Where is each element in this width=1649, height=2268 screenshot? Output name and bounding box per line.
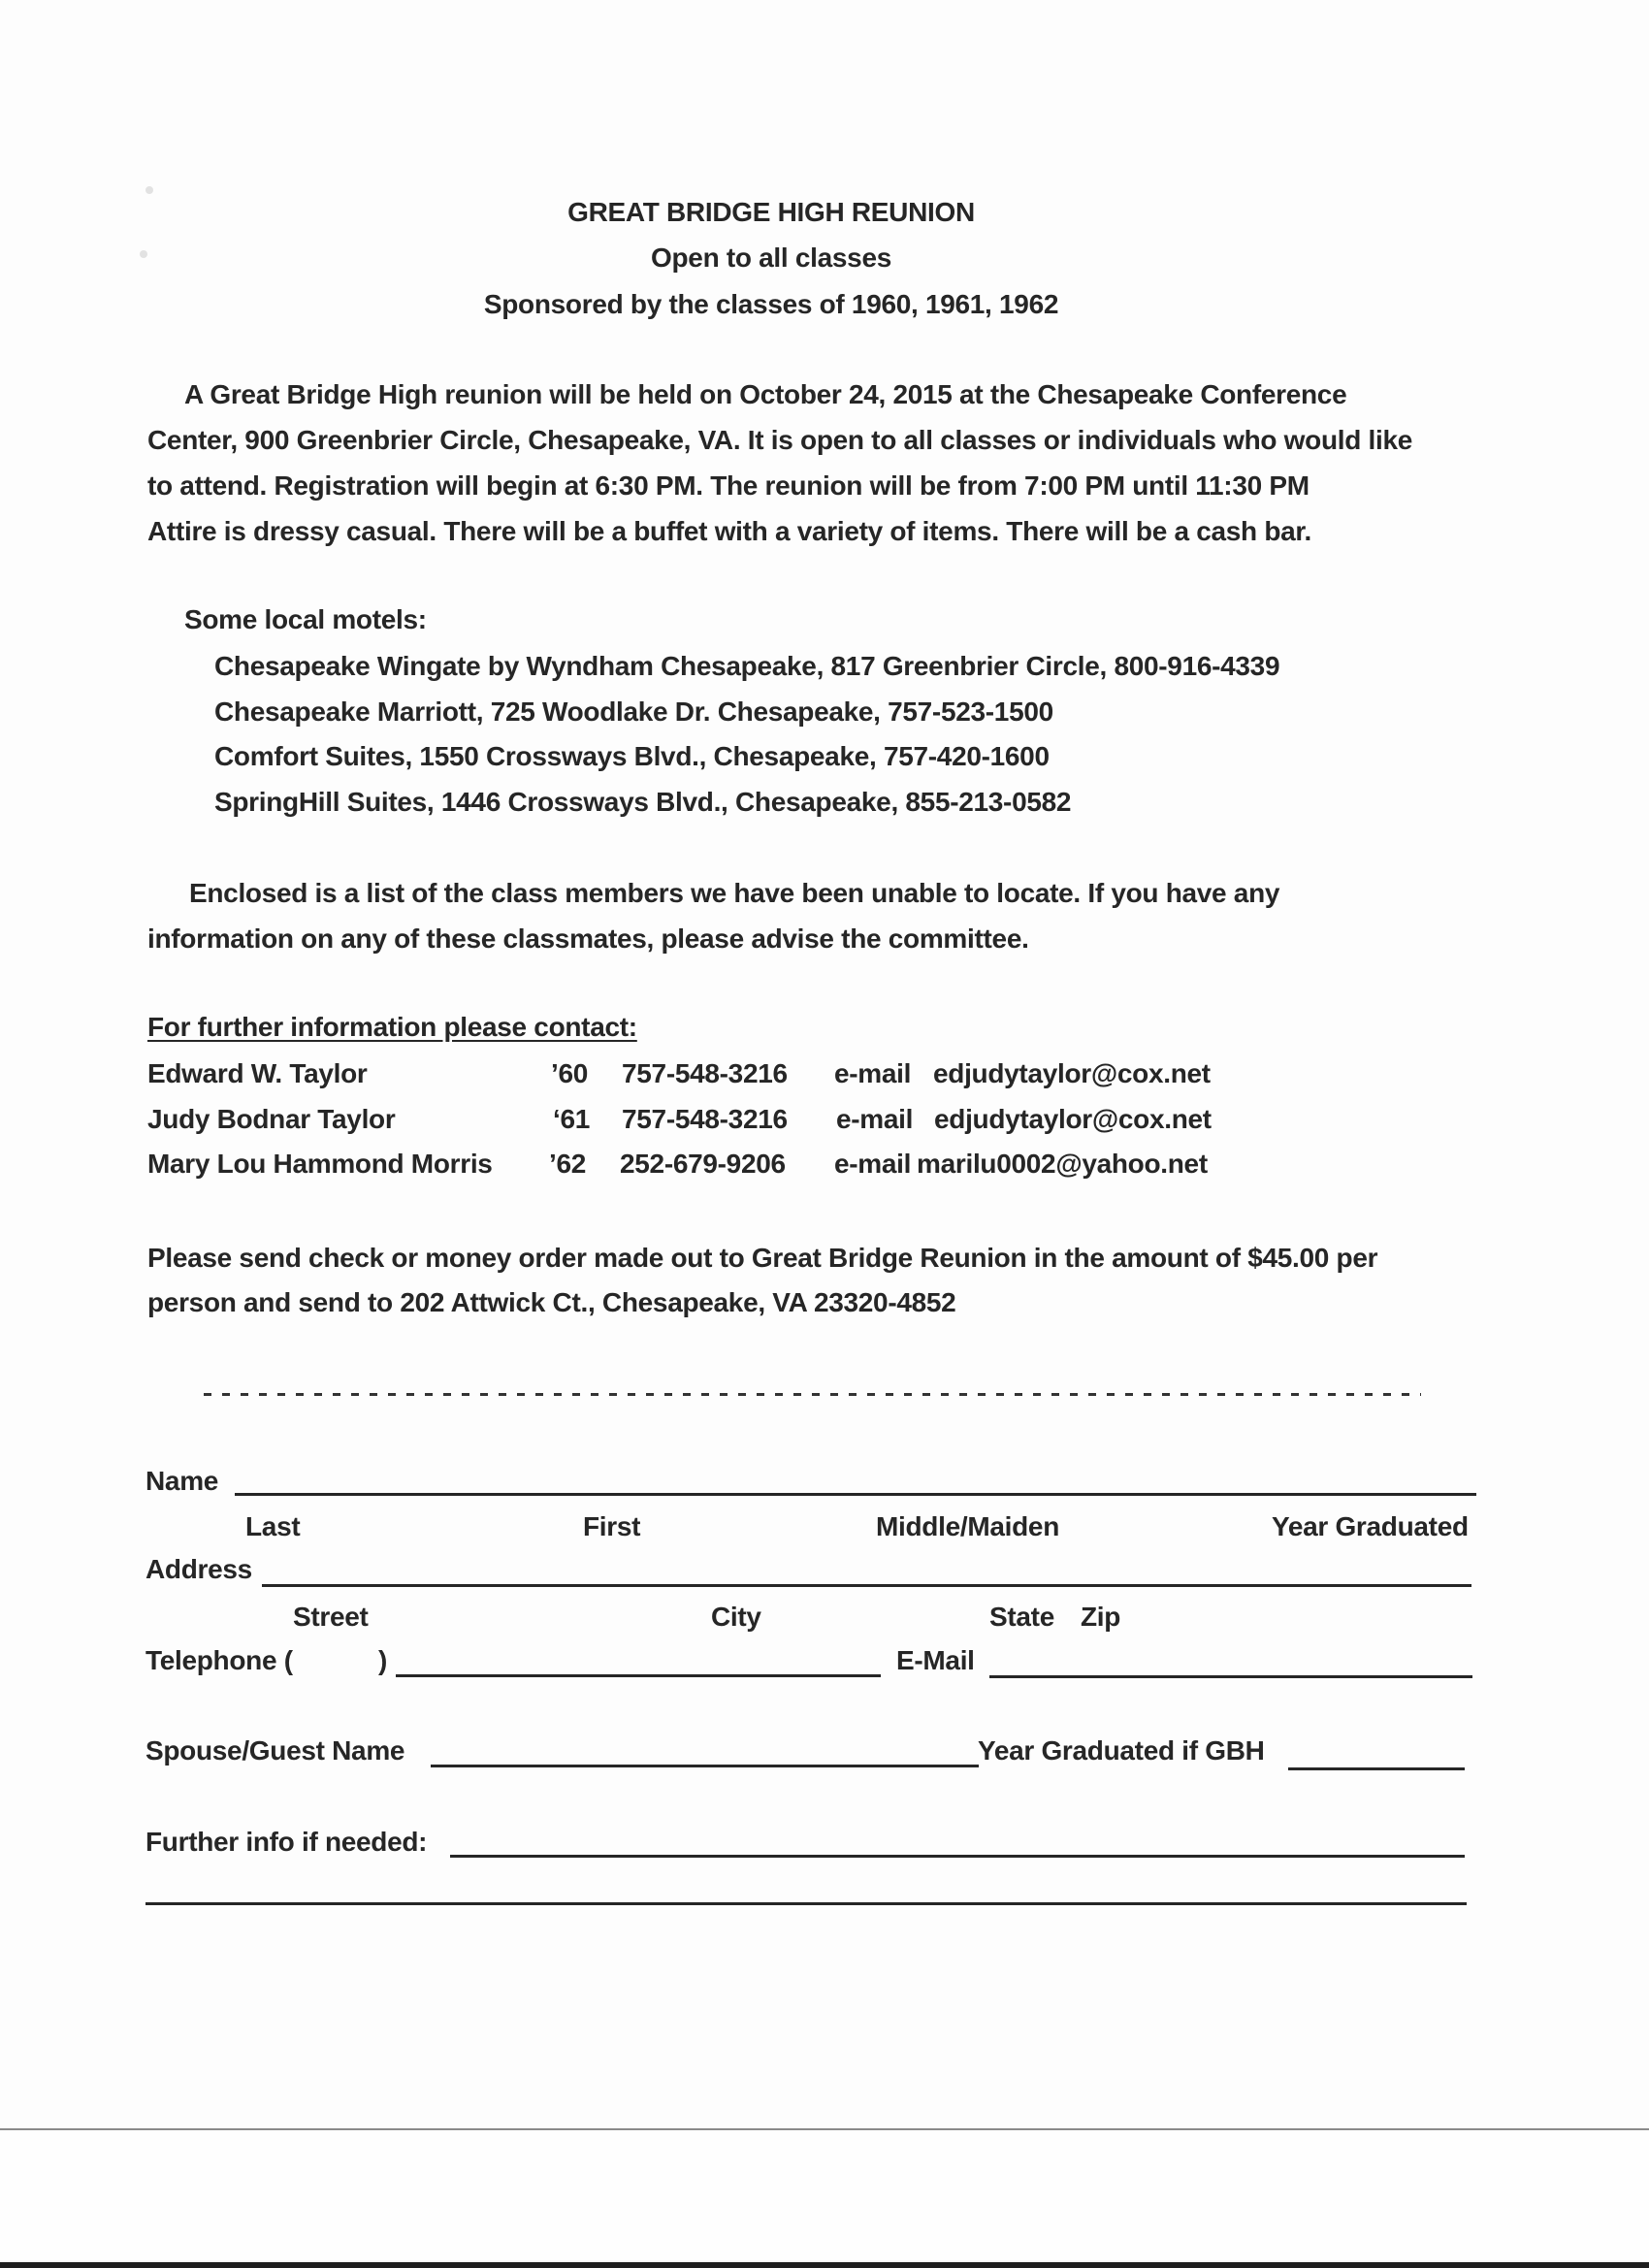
address-sublabel-city: City [711, 1602, 761, 1632]
contact-email-label: e-mail [834, 1058, 912, 1088]
name-sublabel-middle-maiden: Middle/Maiden [876, 1511, 1059, 1541]
telephone-field[interactable] [396, 1674, 881, 1677]
spouse-guest-name-field[interactable] [431, 1765, 979, 1767]
contact-class: ‘61 [553, 1104, 591, 1134]
contact-name: Edward W. Taylor [147, 1058, 368, 1088]
motel-item: Comfort Suites, 1550 Crossways Blvd., Chesapeake, 757-420-1600 [214, 741, 1050, 771]
address-sublabel-state: State [989, 1602, 1054, 1632]
contact-email-label: e-mail [836, 1104, 914, 1134]
contact-phone: 252-679-9206 [620, 1149, 786, 1179]
name-sublabel-last: Last [245, 1511, 301, 1541]
intro-line: to attend. Registration will begin at 6:30 PM. The reunion will be from 7:00 PM until 11:30 PM [147, 470, 1310, 501]
motel-item: Chesapeake Wingate by Wyndham Chesapeake, 817 Greenbrier Circle, 800-916-4339 [214, 651, 1280, 681]
scanner-bed [0, 2130, 1649, 2262]
intro-line: Center, 900 Greenbrier Circle, Chesapeake, VA. It is open to all classes or individuals who would like [147, 425, 1413, 455]
contact-name: Mary Lou Hammond Morris [147, 1149, 493, 1179]
contact-email-label: e-mail [834, 1149, 912, 1179]
address-sublabel-zip: Zip [1081, 1602, 1121, 1632]
intro-line: Attire is dressy casual. There will be a buffet with a variety of items. There will be a cash bar. [147, 516, 1311, 546]
contact-email[interactable]: edjudytaylor@cox.net [934, 1104, 1212, 1134]
payment-line: Please send check or money order made out to Great Bridge Reunion in the amount of $45.00 per [147, 1243, 1378, 1273]
further-info-field-line-1[interactable] [450, 1855, 1465, 1858]
address-sublabel-street: Street [293, 1602, 369, 1632]
intro-line: A Great Bridge High reunion will be held on October 24, 2015 at the Chesapeake Conference [184, 379, 1347, 409]
name-label: Name [146, 1466, 219, 1496]
contact-phone: 757-548-3216 [622, 1058, 788, 1088]
page-subtitle: Open to all classes [651, 243, 891, 273]
contacts-heading: For further information please contact: [147, 1012, 637, 1042]
motels-heading: Some local motels: [184, 604, 427, 634]
motel-item: SpringHill Suites, 1446 Crossways Blvd., Chesapeake, 855-213-0582 [214, 787, 1072, 817]
address-field[interactable] [262, 1584, 1471, 1587]
spouse-guest-label: Spouse/Guest Name [146, 1735, 405, 1766]
contact-class: ’62 [549, 1149, 587, 1179]
contact-email[interactable]: edjudytaylor@cox.net [933, 1058, 1211, 1088]
scan-border [0, 2262, 1649, 2268]
telephone-label: Telephone ( [146, 1645, 293, 1675]
name-sublabel-year-graduated: Year Graduated [1272, 1511, 1469, 1541]
payment-line: person and send to 202 Attwick Ct., Chesapeake, VA 23320-4852 [147, 1287, 956, 1317]
page-title: GREAT BRIDGE HIGH REUNION [567, 197, 975, 227]
telephone-area-close: ) [378, 1645, 388, 1675]
email-label: E-Mail [896, 1645, 975, 1675]
email-field[interactable] [989, 1675, 1472, 1678]
further-info-label: Further info if needed: [146, 1827, 428, 1857]
scan-smudge [140, 250, 147, 258]
sponsor-line: Sponsored by the classes of 1960, 1961, 1962 [483, 289, 1059, 319]
enclosed-line: information on any of these classmates, please advise the committee. [147, 923, 1029, 954]
motel-item: Chesapeake Marriott, 725 Woodlake Dr. Chesapeake, 757-523-1500 [214, 697, 1053, 727]
contact-email[interactable]: marilu0002@yahoo.net [917, 1149, 1208, 1179]
year-graduated-gbh-label: Year Graduated if GBH [978, 1735, 1265, 1766]
name-sublabel-first: First [583, 1511, 641, 1541]
contact-class: ’60 [551, 1058, 589, 1088]
year-graduated-gbh-field[interactable] [1288, 1767, 1465, 1770]
name-field[interactable] [235, 1493, 1476, 1496]
further-info-field-line-2[interactable] [146, 1902, 1467, 1905]
contact-name: Judy Bodnar Taylor [147, 1104, 396, 1134]
enclosed-line: Enclosed is a list of the class members we have been unable to locate. If you have any [189, 878, 1280, 908]
scan-smudge [146, 186, 153, 194]
contact-phone: 757-548-3216 [622, 1104, 788, 1134]
address-label: Address [146, 1554, 252, 1584]
telephone-area-code-field[interactable] [307, 1644, 374, 1677]
cut-here-dashed-line [204, 1393, 1421, 1396]
